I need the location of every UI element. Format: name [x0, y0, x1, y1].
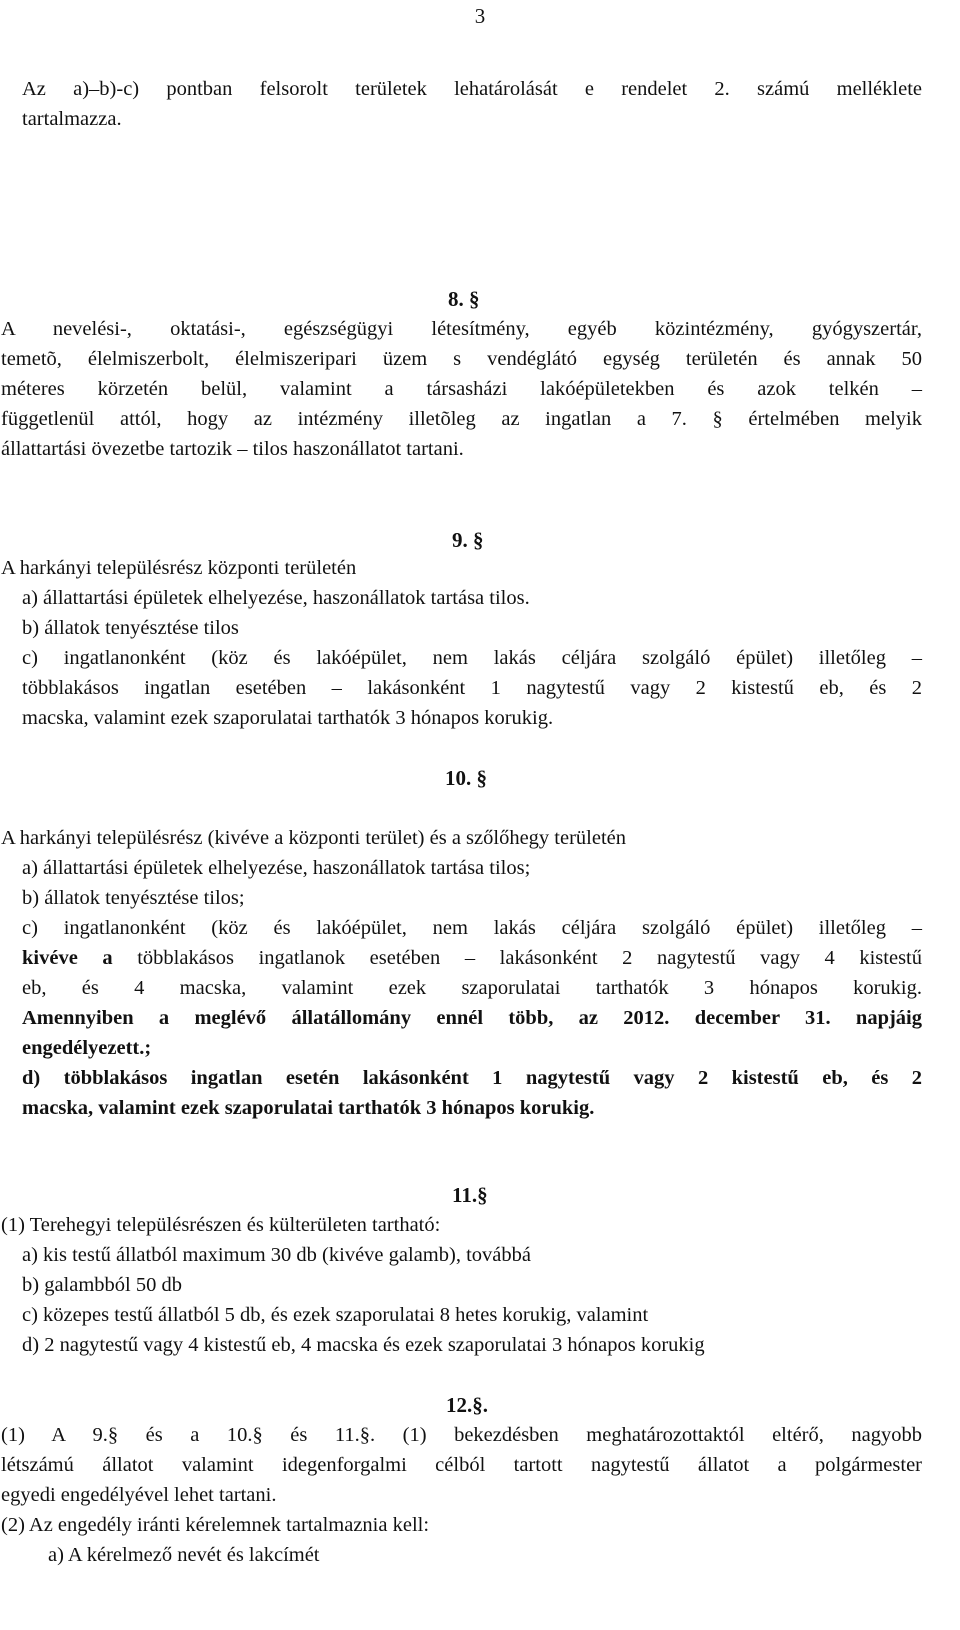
section-12-line-2: létszámú állatot valamint idegenforgalmi célból tartott nagytestű állatot a polgármester: [1, 1454, 922, 1476]
section-8-line-1: A nevelési-, oktatási-, egészségügyi létesítmény, egyéb közintézmény, gyógyszertár,: [1, 318, 922, 340]
section-10-bold-line-2: engedélyezett.;: [22, 1037, 152, 1059]
section-10-bold-line-3: d) többlakásos ingatlan esetén lakásonként 1 nagytestű vagy 2 kistestű eb, és 2: [22, 1067, 922, 1089]
section-12-heading: 12.§.: [446, 1393, 488, 1417]
section-9-line-5: többlakásos ingatlan esetében – lakásonként 1 nagytestű vagy 2 kistestű eb, és 2: [22, 677, 922, 699]
section-10-line-6: eb, és 4 macska, valamint ezek szaporulatai tarthatók 3 hónapos korukig.: [22, 977, 922, 999]
section-8-line-2: temetõ, élelmiszerbolt, élelmiszeripari üzem s vendéglátó egység területén és annak 50: [1, 348, 922, 370]
section-11-line-3: b) galambból 50 db: [22, 1274, 182, 1296]
section-8-line-5: állattartási övezetbe tartozik – tilos haszonállatot tartani.: [1, 438, 464, 460]
section-9-line-3: b) állatok tenyésztése tilos: [22, 617, 239, 639]
section-9-line-1: A harkányi településrész központi területén: [1, 557, 357, 579]
section-12-line-5: a) A kérelmező nevét és lakcímét: [48, 1544, 320, 1566]
section-9-line-2: a) állattartási épületek elhelyezése, haszonállatok tartása tilos.: [22, 587, 530, 609]
intro-line-1: Az a)–b)-c) pontban felsorolt területek lehatárolását e rendelet 2. számú melléklete: [22, 78, 922, 100]
section-10-line-5-rest: többlakásos ingatlanok esetében – lakásonként 2 nagytestű vagy 4 kistestű: [112, 947, 922, 969]
section-10-line-3: b) állatok tenyésztése tilos;: [22, 887, 245, 909]
section-12-line-1: (1) A 9.§ és a 10.§ és 11.§. (1) bekezdésben meghatározottaktól eltérő, nagyobb: [1, 1424, 922, 1446]
section-11-heading: 11.§: [452, 1183, 488, 1207]
section-8-heading: 8. §: [448, 287, 480, 311]
section-10-heading: 10. §: [445, 766, 487, 790]
kiveve-bold-text: kivéve a: [22, 947, 113, 969]
section-10-line-1: A harkányi településrész (kivéve a központi terület) és a szőlőhegy területén: [1, 827, 627, 849]
intro-line-2: tartalmazza.: [22, 108, 122, 130]
section-10-line-5: [22, 943, 922, 973]
section-9-line-4: c) ingatlanonként (köz és lakóépület, nem lakás céljára szolgáló épület) illetőleg –: [22, 647, 922, 669]
section-12-line-3: egyedi engedélyével lehet tartani.: [1, 1484, 277, 1506]
section-9-line-6: macska, valamint ezek szaporulatai tarthatók 3 hónapos korukig.: [22, 707, 554, 729]
section-12-line-4: (2) Az engedély iránti kérelemnek tartalmaznia kell:: [1, 1514, 430, 1536]
section-8-line-4: függetlenül attól, hogy az intézmény illetõleg az ingatlan a 7. § értelmében melyik: [1, 408, 922, 430]
section-11-line-2: a) kis testű állatból maximum 30 db (kivéve galamb), továbbá: [22, 1244, 531, 1266]
section-10-bold-line-4: macska, valamint ezek szaporulatai tarthatók 3 hónapos korukig.: [22, 1097, 595, 1119]
page-number: 3: [474, 4, 486, 28]
section-11-line-4: c) közepes testű állatból 5 db, és ezek szaporulatai 8 hetes korukig, valamint: [22, 1304, 649, 1326]
section-10-line-4: c) ingatlanonként (köz és lakóépület, nem lakás céljára szolgáló épület) illetőleg –: [22, 917, 922, 939]
section-11-line-1: (1) Terehegyi településrészen és külterületen tartható:: [1, 1214, 441, 1236]
section-10-line-2: a) állattartási épületek elhelyezése, haszonállatok tartása tilos;: [22, 857, 531, 879]
section-11-line-5: d) 2 nagytestű vagy 4 kistestű eb, 4 macska és ezek szaporulatai 3 hónapos korukig: [22, 1334, 705, 1356]
section-8-line-3: méteres körzetén belül, valamint a társasházi lakóépületekben és azok telkén –: [1, 378, 922, 400]
section-10-bold-line-1: Amennyiben a meglévő állatállomány ennél több, az 2012. december 31. napjáig: [22, 1007, 922, 1029]
section-9-heading: 9. §: [452, 528, 484, 552]
